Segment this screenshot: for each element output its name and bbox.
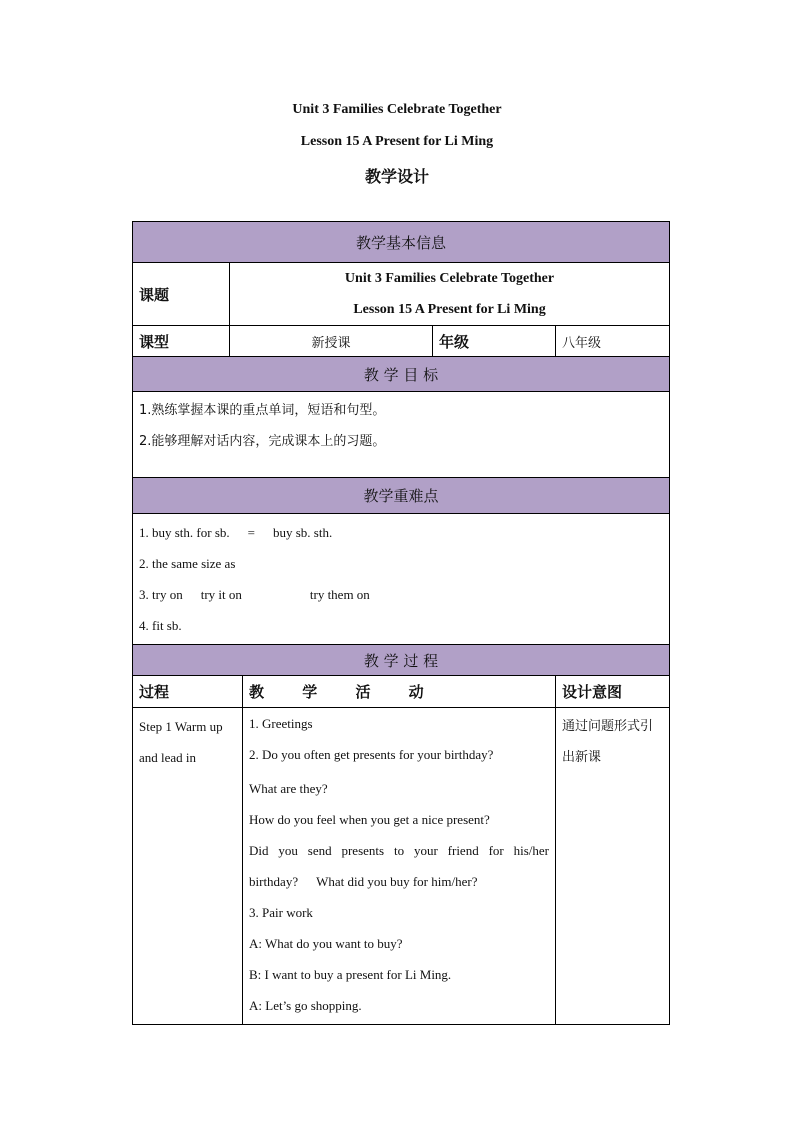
key-points-body — [133, 514, 670, 645]
basic-info-header: 教学基本信息 — [133, 222, 670, 263]
activity-line: 3. Pair work — [249, 905, 313, 920]
activity-line: What are they? — [249, 781, 328, 796]
key-point-item — [139, 517, 663, 548]
subject-value — [230, 263, 670, 326]
step1-stage: Step 1 Warm up and lead in — [133, 708, 243, 1025]
step1-activities — [243, 708, 556, 1025]
key-point-1-left: 1. buy sth. for sb. — [139, 525, 230, 540]
key-point-3-c: try them on — [309, 587, 370, 602]
objectives-header: 教 学 目 标 — [133, 357, 670, 392]
objectives-body — [133, 392, 670, 478]
subject-line-2: Lesson 15 A Present for Li Ming — [353, 302, 546, 317]
process-header: 教 学 过 程 — [133, 645, 670, 676]
activity-line: A: Let’s go shopping. — [249, 998, 362, 1013]
activity-line-part: birthday? — [249, 874, 299, 889]
col-activity-header: 教 学 活 动 — [243, 676, 556, 708]
step1-intent: 通过问题形式引出新课 — [556, 708, 670, 1025]
activity-line-part: What did you buy for him/her? — [316, 874, 478, 889]
activity-line: 2. Do you often get presents for your birthday? — [249, 747, 494, 762]
type-label: 课型 — [133, 326, 230, 357]
col-intent-header: 设计意图 — [556, 676, 670, 708]
grade-label: 年级 — [433, 326, 556, 357]
objective-item: 1.熟练掌握本课的重点单词，短语和句型。 — [139, 403, 386, 418]
doc-title-type: 教学设计 — [364, 167, 429, 186]
key-point-3-b: try it on — [200, 587, 242, 602]
key-point-item: 4. fit sb. — [139, 618, 182, 633]
lesson-plan-table — [132, 221, 670, 1025]
subject-line-1: Unit 3 Families Celebrate Together — [344, 271, 555, 286]
doc-title-lesson: Lesson 15 A Present for Li Ming — [300, 134, 494, 149]
key-point-1-right: buy sb. sth. — [272, 525, 333, 540]
activity-line: B: I want to buy a present for Li Ming. — [249, 967, 452, 982]
activity-line: Did you send presents to your friend for his/her — [249, 843, 549, 858]
type-value: 新授课 — [230, 326, 433, 357]
activity-line: How do you feel when you get a nice present? — [249, 812, 490, 827]
subject-label: 课题 — [133, 263, 230, 326]
grade-value: 八年级 — [556, 326, 670, 357]
activity-line: 1. Greetings — [249, 716, 313, 731]
key-points-header: 教学重难点 — [133, 478, 670, 514]
objective-item: 2.能够理解对话内容，完成课本上的习题。 — [139, 434, 386, 449]
key-point-3-a: 3. try on — [139, 587, 183, 602]
key-point-1-equals: = — [247, 525, 255, 540]
key-point-item: 2. the same size as — [139, 556, 236, 571]
activity-line — [249, 866, 549, 897]
activity-line: A: What do you want to buy? — [249, 936, 403, 951]
key-point-item — [139, 579, 663, 610]
col-stage-header: 过程 — [133, 676, 243, 708]
doc-title-unit: Unit 3 Families Celebrate Together — [292, 102, 502, 117]
